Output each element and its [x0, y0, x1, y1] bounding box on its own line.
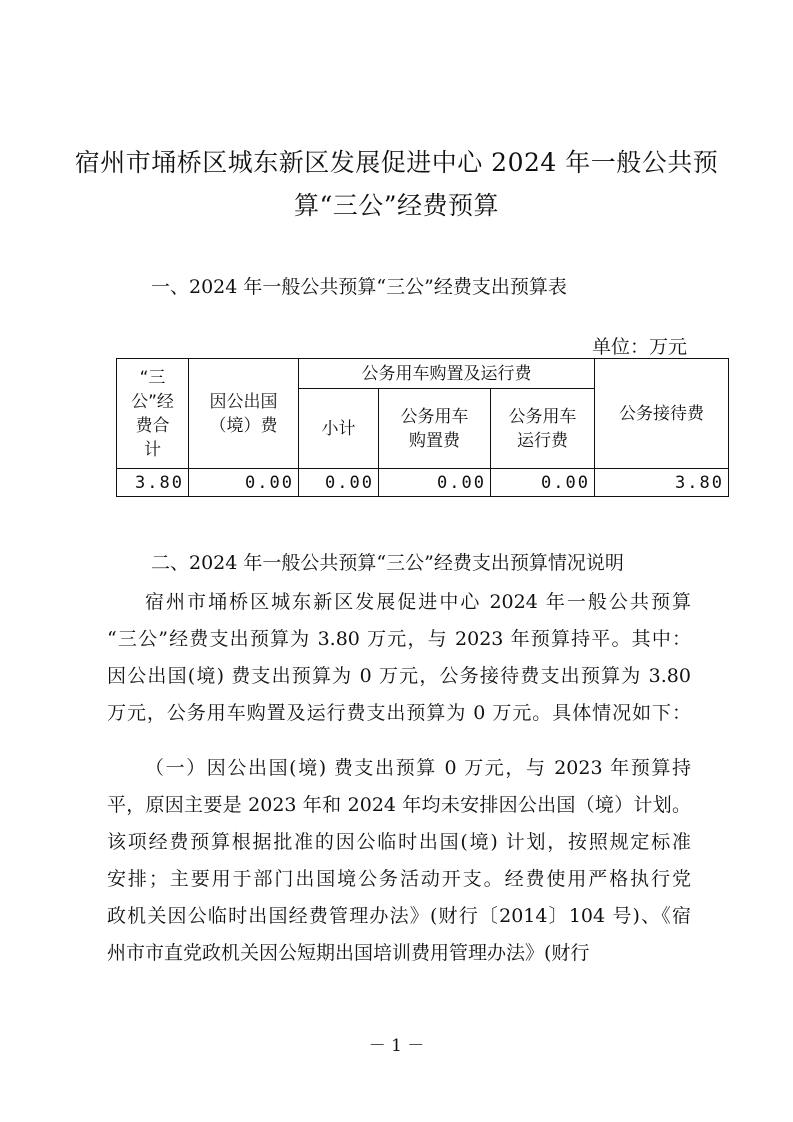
header-vehicle-group: 公务用车购置及运行费	[299, 359, 595, 389]
section-2-heading: 二、2024 年一般公共预算“三公”经费支出预算情况说明	[151, 552, 624, 574]
header-reception: 公务接待费	[595, 359, 729, 469]
paragraph-line: 政机关因公临时出国经费管理办法》(财行〔2014〕104 号)、《宿	[107, 905, 691, 927]
unit-label: 单位：万元	[592, 336, 688, 358]
paragraph-abroad-explanation	[107, 750, 691, 972]
paragraph-line: 州市市直党政机关因公短期出国培训费用管理办法》(财行	[107, 942, 590, 964]
cell-abroad: 0.00	[189, 469, 299, 497]
header-vehicle-operation: 公务用车 运行费	[491, 389, 595, 469]
page-number: － 1 －	[368, 1036, 425, 1056]
document-title-line-1: 宿州市埇桥区城东新区发展促进中心 2024 年一般公共预	[74, 148, 719, 177]
header-total: “三 公”经 费合 计	[117, 359, 189, 469]
paragraph-line: 该项经费预算根据批准的因公临时出国(境) 计划，按照规定标准	[107, 831, 691, 853]
header-subtotal: 小计	[299, 389, 379, 469]
cell-subtotal: 0.00	[299, 469, 379, 497]
paragraph-line: 宿州市埇桥区城东新区发展促进中心 2024 年一般公共预算	[145, 591, 691, 613]
cell-vehicle-operation: 0.00	[491, 469, 595, 497]
paragraph-line: 安排；主要用于部门出国境公务活动开支。经费使用严格执行党	[107, 868, 691, 890]
cell-reception: 3.80	[595, 469, 729, 497]
paragraph-line: 因公出国(境) 费支出预算为 0 万元，公务接待费支出预算为 3.80	[107, 665, 691, 687]
section-1-heading: 一、2024 年一般公共预算“三公”经费支出预算表	[151, 276, 567, 298]
paragraph-summary	[107, 584, 691, 732]
document-title-line-2: 算“三公”经费预算	[293, 191, 500, 220]
paragraph-line: “三公”经费支出预算为 3.80 万元，与 2023 年预算持平。其中：	[107, 628, 691, 650]
header-vehicle-purchase: 公务用车 购置费	[379, 389, 491, 469]
table-row	[117, 469, 729, 497]
header-abroad: 因公出国 （境）费	[189, 359, 299, 469]
paragraph-line: （一）因公出国(境) 费支出预算 0 万元，与 2023 年预算持	[145, 757, 691, 779]
cell-vehicle-purchase: 0.00	[379, 469, 491, 497]
paragraph-line: 平，原因主要是 2023 年和 2024 年均未安排因公出国（境）计划。	[107, 794, 691, 816]
paragraph-line: 万元，公务用车购置及运行费支出预算为 0 万元。具体情况如下：	[107, 702, 691, 724]
budget-table	[116, 358, 729, 497]
cell-total: 3.80	[117, 469, 189, 497]
